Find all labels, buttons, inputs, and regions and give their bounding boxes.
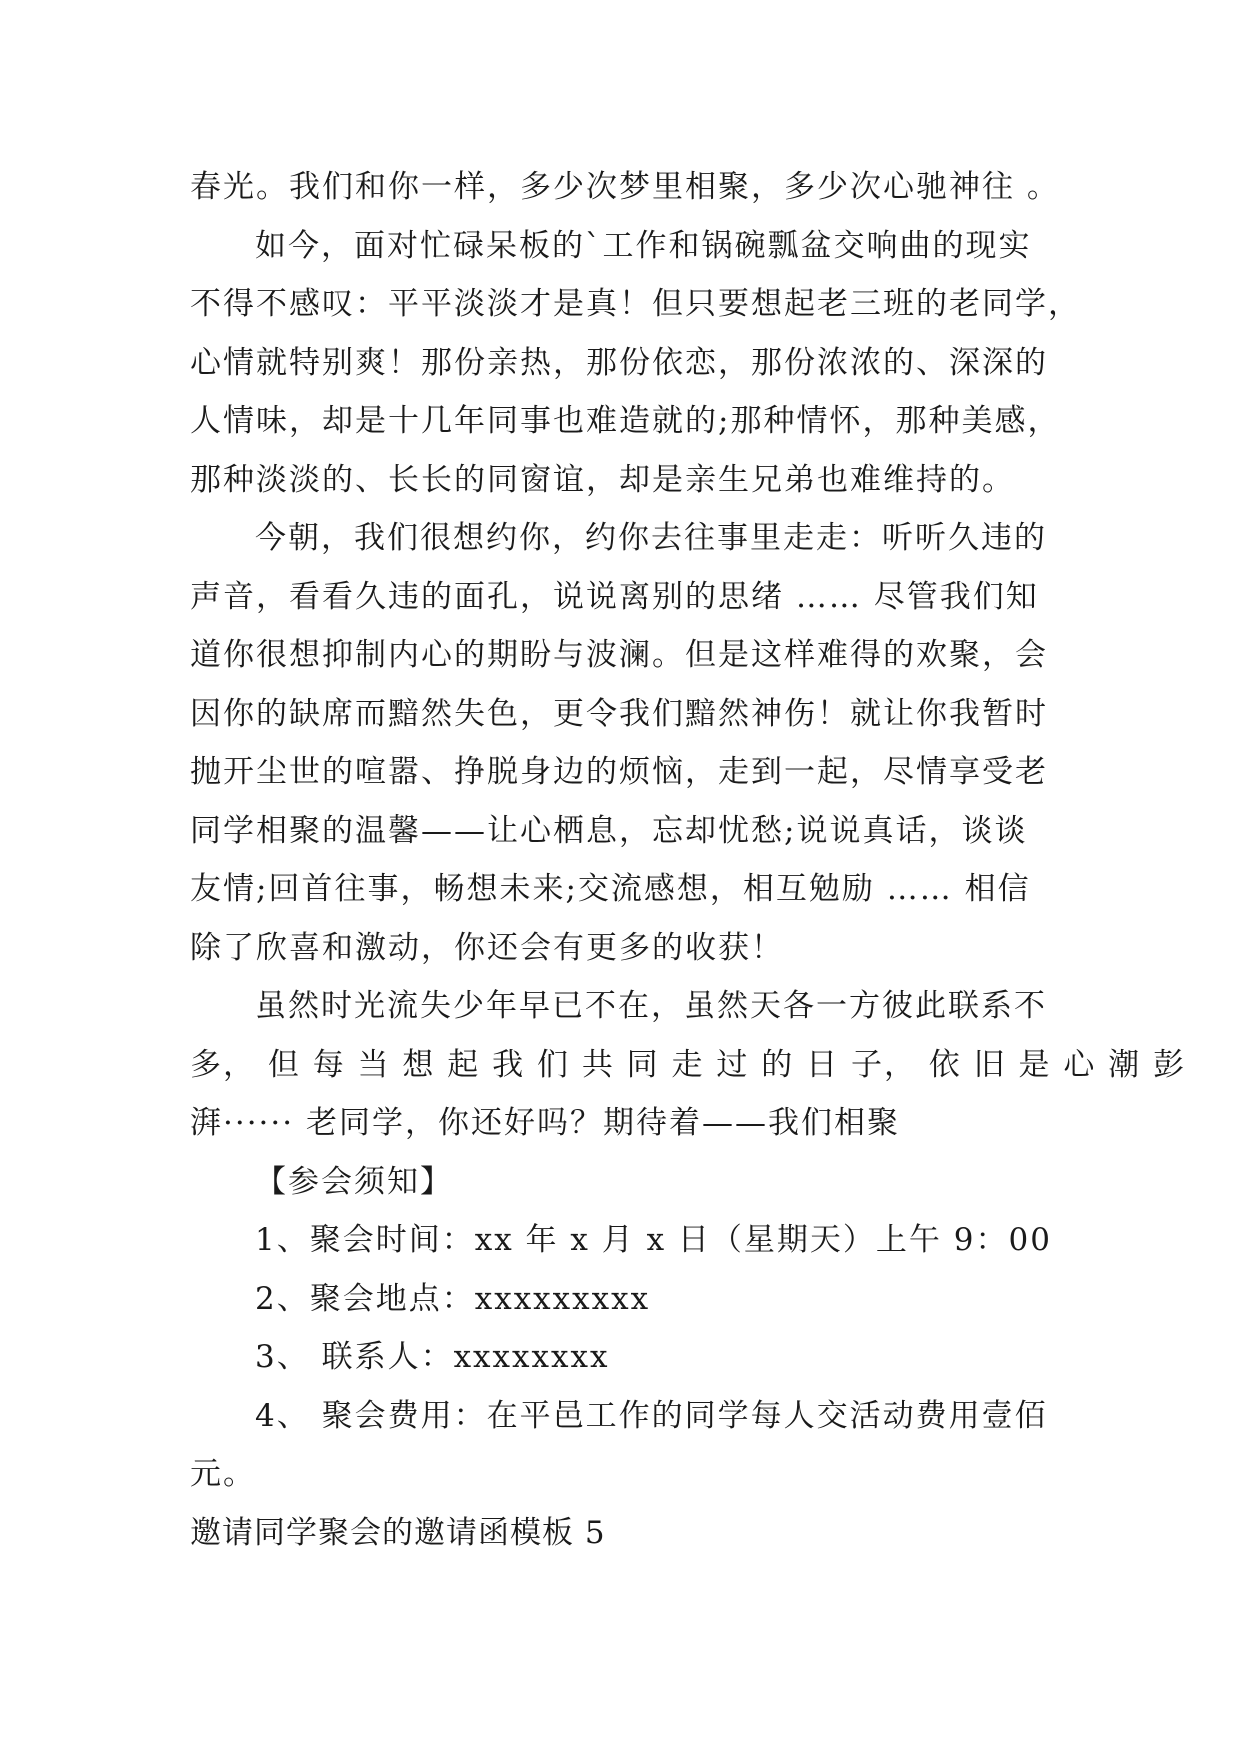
notice-item-location: 2、聚会地点：xxxxxxxxx: [255, 1281, 651, 1317]
text-line: 春光。我们和你一样，多少次梦里相聚，多少次心驰神往 。: [190, 169, 1060, 205]
text-line: 心情就特别爽！那份亲热，那份依恋，那份浓浓的、深深的: [190, 345, 1048, 381]
text-line: 多， 但 每 当 想 起 我 们 共 同 走 过 的 日 子， 依 旧 是 心 潮 彭: [190, 1047, 1187, 1083]
notice-item-time: 1、聚会时间：xx 年 x 月 x 日（星期天）上午 9：00: [255, 1222, 1052, 1258]
text-line: 人情味，却是十几年同事也难造就的;那种情怀，那种美感，: [190, 403, 1061, 439]
text-line: 声音，看看久违的面孔，说说离别的思绪 …… 尽管我们知: [190, 579, 1039, 615]
text-line: 友情;回首往事，畅想未来;交流感想，相互勉励 …… 相信: [190, 871, 1031, 907]
text-line: 那种淡淡的、长长的同窗谊，却是亲生兄弟也难维持的。: [190, 462, 1015, 498]
text-line: 因你的缺席而黯然失色，更令我们黯然神伤！就让你我暂时: [190, 696, 1048, 732]
text-line: 不得不感叹：平平淡淡才是真！但只要想起老三班的老同学，: [190, 286, 1081, 322]
text-line: 元。: [190, 1456, 256, 1492]
paragraph-start: 虽然时光流失少年早已不在，虽然天各一方彼此联系不: [255, 988, 1047, 1024]
paragraph-start: 如今，面对忙碌呆板的`工作和锅碗瓢盆交响曲的现实: [255, 228, 1032, 264]
section-title: 邀请同学聚会的邀请函模板 5: [190, 1515, 606, 1551]
paragraph-start: 今朝，我们很想约你，约你去往事里走走：听听久违的: [255, 520, 1047, 556]
notice-item-fee: 4、 聚会费用：在平邑工作的同学每人交活动费用壹佰: [255, 1398, 1048, 1434]
text-line: 抛开尘世的喧嚣、挣脱身边的烦恼，走到一起，尽情享受老: [190, 754, 1048, 790]
text-line: 同学相聚的温馨——让心栖息，忘却忧愁;说说真话，谈谈: [190, 813, 1028, 849]
notice-heading: 【参会须知】: [255, 1164, 453, 1200]
text-line: 道你很想抑制内心的期盼与波澜。但是这样难得的欢聚，会: [190, 637, 1048, 673]
notice-item-contact: 3、 联系人：xxxxxxxx: [255, 1339, 610, 1375]
text-line: 湃······ 老同学，你还好吗？期待着——我们相聚: [190, 1105, 900, 1141]
text-line: 除了欣喜和激动，你还会有更多的收获！: [190, 930, 784, 966]
